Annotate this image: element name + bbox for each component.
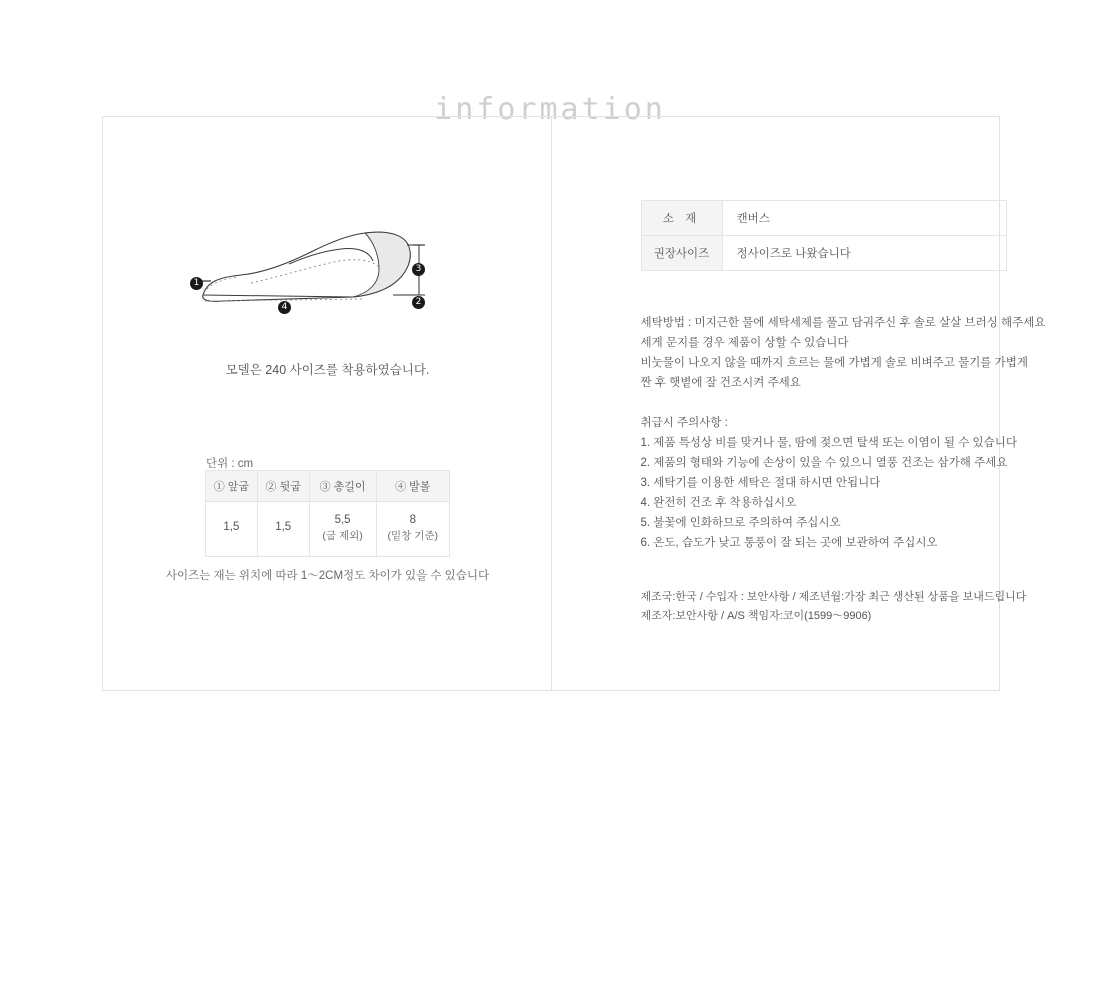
left-pane bbox=[103, 117, 552, 690]
origin-info bbox=[640, 588, 1027, 626]
size-table-header-cell: ① 앞굽 bbox=[206, 471, 258, 502]
care-line: 5. 불꽃에 인화하므로 주의하여 주십시오 bbox=[640, 517, 841, 529]
size-table bbox=[205, 470, 450, 557]
size-value: 1,5 bbox=[223, 521, 240, 534]
table-header-row bbox=[206, 471, 450, 502]
right-pane bbox=[552, 117, 1046, 690]
size-table-header-cell: ③ 총길이 bbox=[309, 471, 376, 502]
care-line: 4. 완전히 건조 후 착용하십시오 bbox=[640, 497, 797, 509]
origin-line: 제조국:한국 / 수입자 : 보안사항 / 제조년월:가장 최근 생산된 상품을 보내드립니다 bbox=[640, 591, 1027, 603]
care-line: 3. 세탁기를 이용한 세탁은 절대 하시면 안됩니다 bbox=[640, 477, 881, 489]
model-size-note: 모델은 240 사이즈를 착용하였습니다. bbox=[225, 363, 430, 377]
care-line: 6. 온도, 습도가 낮고 통풍이 잘 되는 곳에 보관하여 주십시오 bbox=[640, 537, 938, 549]
size-subvalue: (굽 제외) bbox=[322, 529, 363, 542]
spec-label: 소 재 bbox=[641, 201, 722, 236]
care-line: 2. 제품의 형태와 기능에 손상이 있을 수 있으니 열풍 건조는 삼가해 주세요 bbox=[640, 457, 1008, 469]
spec-value: 정사이즈로 나왔습니다 bbox=[722, 236, 1006, 271]
size-value: 5,5 bbox=[334, 514, 351, 526]
size-subvalue: (밑창 기준) bbox=[387, 529, 439, 542]
unit-label: 단위 : cm bbox=[206, 458, 254, 470]
wash-title: 세탁방법 : 미지근한 물에 세탁세제를 풀고 담궈주신 후 솔로 살살 브러싱 해주세요 bbox=[640, 317, 1046, 329]
care-line: 1. 제품 특성상 비를 맞거나 물, 땀에 젖으면 탈색 또는 이염이 될 수 있습니다 bbox=[640, 437, 1017, 449]
information-panel bbox=[102, 116, 1046, 691]
care-title: 취급시 주의사항 : bbox=[640, 417, 728, 429]
size-table-cell bbox=[257, 502, 309, 557]
spec-label: 권장사이즈 bbox=[641, 236, 722, 271]
spec-value: 캔버스 bbox=[722, 201, 1006, 236]
size-table-cell bbox=[376, 502, 449, 557]
size-table-header-cell: ④ 발볼 bbox=[376, 471, 449, 502]
size-value: 1,5 bbox=[275, 521, 292, 534]
marker-4: 4 bbox=[278, 301, 291, 314]
marker-2: 2 bbox=[412, 296, 425, 309]
table-row bbox=[206, 502, 450, 557]
size-tolerance-note: 사이즈는 재는 위치에 따라 1〜2CM정도 차이가 있을 수 있습니다 bbox=[165, 570, 490, 582]
wash-line: 세게 문지를 경우 제품이 상할 수 있습니다 bbox=[640, 337, 849, 349]
size-table-cell bbox=[206, 502, 258, 557]
shoe-diagram bbox=[193, 217, 483, 327]
wash-instructions bbox=[640, 313, 1046, 393]
wash-line: 비눗물이 나오지 않을 때까지 흐르는 물에 가볍게 솔로 비벼주고 물기를 가볍게 bbox=[640, 357, 1028, 369]
size-value: 8 bbox=[409, 514, 416, 526]
wash-line: 짠 후 햇볕에 잘 건조시켜 주세요 bbox=[640, 377, 801, 389]
size-table-cell bbox=[309, 502, 376, 557]
table-row bbox=[641, 236, 1006, 271]
marker-3: 3 bbox=[412, 263, 425, 276]
size-table-header-cell: ② 뒷굽 bbox=[257, 471, 309, 502]
care-instructions bbox=[640, 413, 1017, 553]
shoe-illustration bbox=[193, 217, 483, 327]
table-row bbox=[641, 201, 1006, 236]
marker-1: 1 bbox=[190, 277, 203, 290]
spec-table bbox=[641, 200, 1007, 271]
origin-line: 제조자:보안사항 / A/S 책임자:코이(1599〜9906) bbox=[640, 610, 872, 622]
page-title: information bbox=[434, 92, 666, 128]
